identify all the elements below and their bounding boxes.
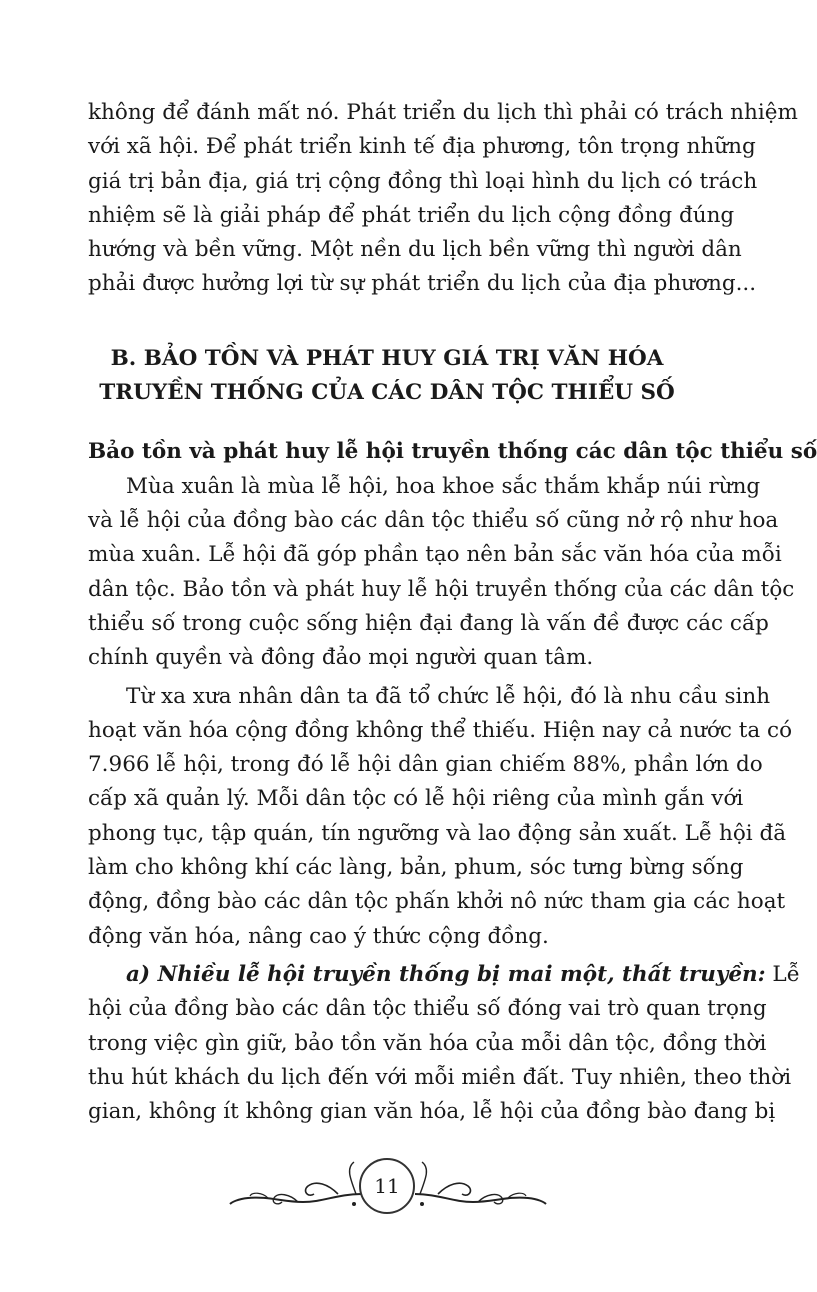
text-line: phải được hưởng lợi từ sự phát triển du lịch của địa phương...	[88, 271, 757, 297]
page-footer	[228, 1158, 548, 1218]
text-line: phong tục, tập quán, tín ngưỡng và lao động sản xuất. Lễ hội đã	[88, 820, 787, 846]
section-heading-line-1: B. BẢO TỒN VÀ PHÁT HUY GIÁ TRỊ VĂN HÓA	[110, 345, 664, 371]
text-line: mùa xuân. Lễ hội đã góp phần tạo nên bản sắc văn hóa của mỗi	[88, 542, 782, 568]
text-line: thu hút khách du lịch đến với mỗi miền đất. Tuy nhiên, theo thời	[88, 1064, 792, 1090]
text-line: thiểu số trong cuộc sống hiện đại đang là vấn đề được các cấp	[88, 610, 769, 636]
text-line: không để đánh mất nó. Phát triển du lịch thì phải có trách nhiệm	[88, 100, 798, 125]
text-line: hoạt văn hóa cộng đồng không thể thiếu. Hiện nay cả nước ta có	[88, 717, 793, 743]
text-line: Từ xa xưa nhân dân ta đã tổ chức lễ hội, đó là nhu cầu sinh	[126, 683, 771, 709]
text-line: dân tộc. Bảo tồn và phát huy lễ hội truyền thống của các dân tộc	[88, 576, 795, 602]
text-line: động văn hóa, nâng cao ý thức cộng đồng.	[88, 923, 549, 949]
ornament-right-icon	[413, 1158, 548, 1218]
ornament-left-icon	[228, 1158, 363, 1218]
paragraph-spring-festivals	[88, 470, 795, 676]
emphasis-lead: a) Nhiều lễ hội truyền thống bị mai một, thất truyền:	[126, 961, 766, 987]
text-line: trong việc gìn giữ, bảo tồn văn hóa của mỗi dân tộc, đồng thời	[88, 1030, 767, 1056]
text-line	[88, 958, 800, 992]
text-line: hội của đồng bào các dân tộc thiểu số đóng vai trò quan trọng	[88, 996, 767, 1022]
text-line: động, đồng bào các dân tộc phấn khởi nô nức tham gia các hoạt	[88, 889, 786, 915]
text-line: gian, không ít không gian văn hóa, lễ hội của đồng bào đang bị	[88, 1099, 776, 1125]
lead-continuation: Lễ	[765, 961, 800, 987]
text-line: với xã hội. Để phát triển kinh tế địa phương, tôn trọng những	[88, 134, 756, 160]
paragraph-intro	[88, 96, 798, 302]
text-line: giá trị bản địa, giá trị cộng đồng thì loại hình du lịch có trách	[88, 168, 758, 194]
text-line: cấp xã quản lý. Mỗi dân tộc có lễ hội riêng của mình gắn với	[88, 786, 744, 812]
paragraph-festival-statistics	[88, 680, 793, 954]
text-line: 7.966 lễ hội, trong đó lễ hội dân gian chiếm 88%, phần lớn do	[88, 752, 763, 778]
section-heading	[88, 342, 686, 410]
page-number: 11	[359, 1158, 415, 1214]
text-line: Mùa xuân là mùa lễ hội, hoa khoe sắc thắm khắp núi rừng	[126, 473, 761, 499]
text-line: chính quyền và đông đảo mọi người quan tâm.	[88, 645, 594, 671]
section-heading-line-2: TRUYỀN THỐNG CỦA CÁC DÂN TỘC THIỂU SỐ	[99, 379, 675, 405]
paragraph-festivals-fading	[88, 958, 800, 1129]
text-line: làm cho không khí các làng, bản, phum, sóc tưng bừng sống	[88, 855, 744, 881]
text-line: hướng và bền vững. Một nền du lịch bền vững thì người dân	[88, 237, 742, 263]
text-line: nhiệm sẽ là giải pháp để phát triển du lịch cộng đồng đúng	[88, 202, 735, 228]
text-line: và lễ hội của đồng bào các dân tộc thiểu số cũng nở rộ như hoa	[88, 508, 779, 534]
subheading: Bảo tồn và phát huy lễ hội truyền thống các dân tộc thiểu số	[88, 438, 817, 464]
page-body	[88, 96, 817, 1129]
